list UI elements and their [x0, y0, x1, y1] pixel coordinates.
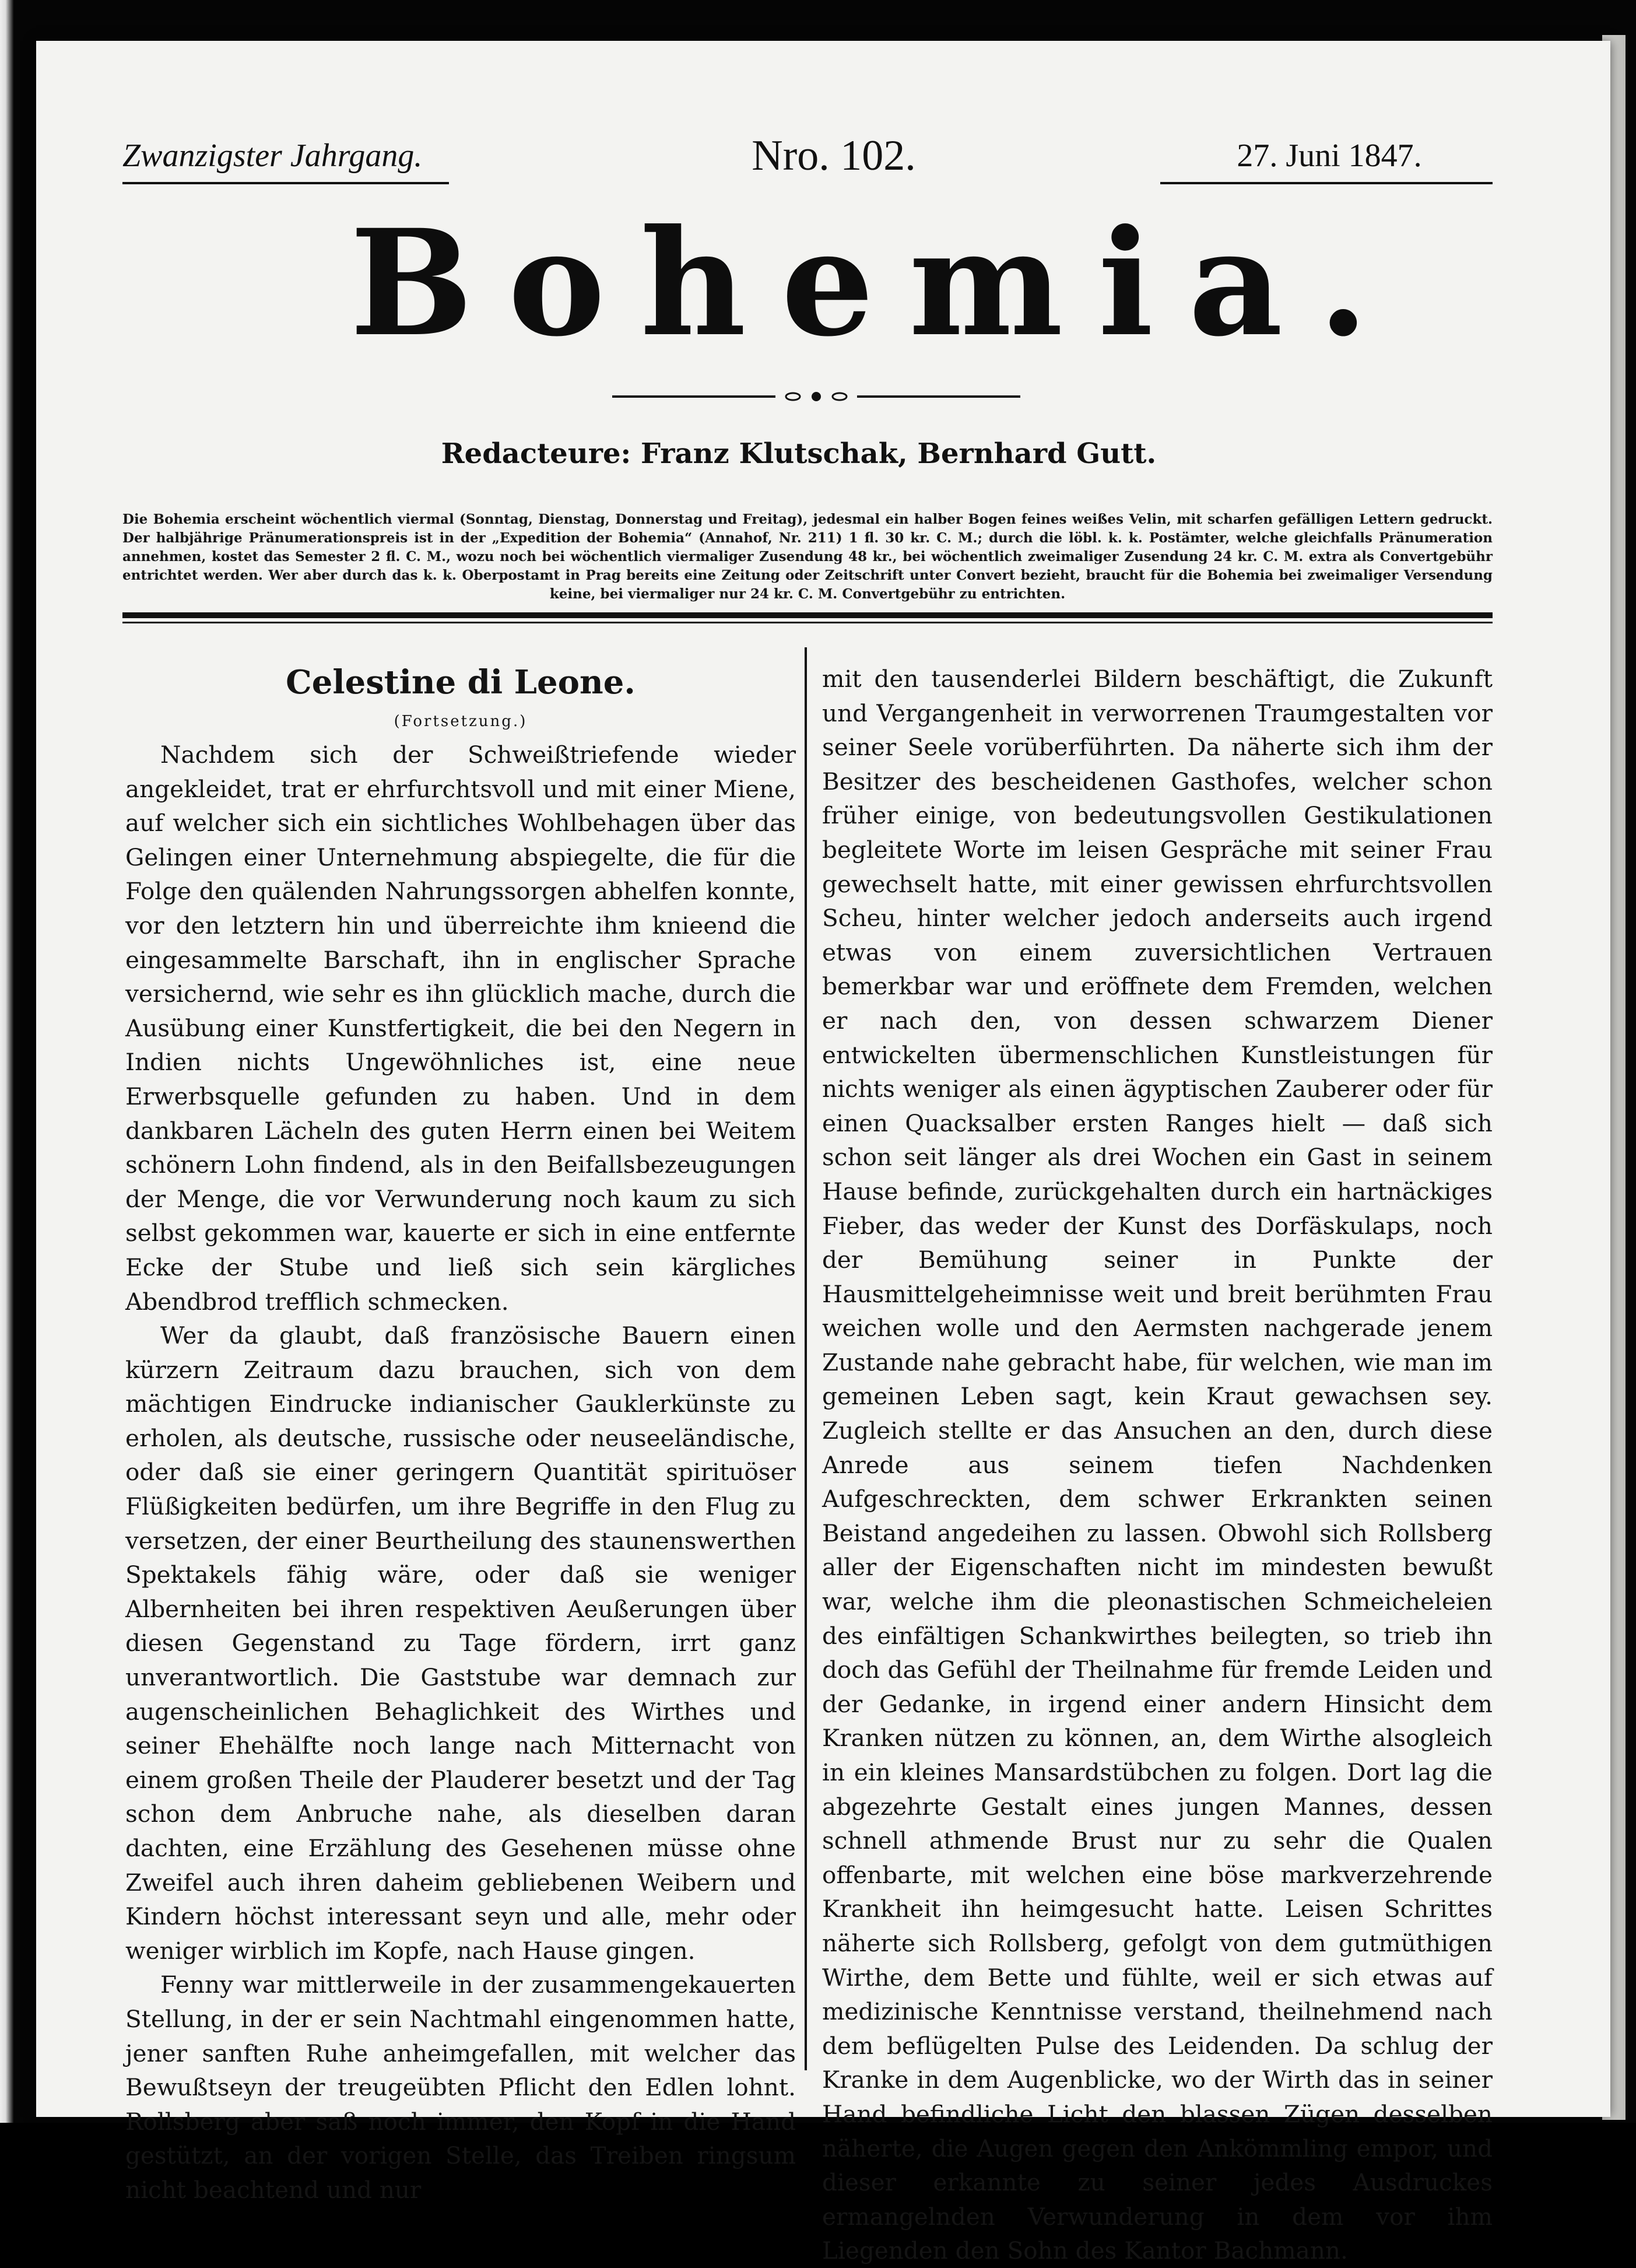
masthead-title: Bohemia.	[350, 197, 1404, 369]
continuation-note: (Fortsetzung.)	[394, 713, 528, 730]
masthead-thin-rule	[122, 622, 1493, 623]
article-title: Celestine di Leone.	[286, 663, 636, 702]
volume-label: Zwanzigster Jahrgang.	[122, 138, 423, 174]
issue-number: Nro. 102.	[752, 132, 916, 180]
ornament-knot-icon	[781, 390, 851, 403]
issue-date: 27. Juni 1847.	[1237, 138, 1422, 174]
ornament-divider	[612, 390, 1020, 404]
ornament-line-left	[612, 395, 775, 398]
header-rule-left	[122, 182, 449, 184]
article-paragraph: mit den tausenderlei Bildern beschäftigt, die Zukunft und Vergangenheit in verworrenen Traumgestalten vor seiner Seele vorüberführten. Da näherte sich ihm der Besitzer des bescheidenen Gasthofes, welcher schon früher einige, von bedeutungsvollen Gestikulationen begleitete Worte im leisen Gespräche mit seiner Frau gewechselt hatte, mit einer gewissen ehrfurchtsvollen Scheu, hinter welcher jedoch anderseits auch irgend etwas von einem zuversichtlichen Vertrauen bemerkbar war und eröffnete dem Fremden, welchen er nach den, von dessen schwarzem Diener entwickelten übermenschlichen Kunstleistungen für nichts weniger als einen ägyptischen Zauberer oder für einen Quacksalber ersten Ranges hielt — daß sich schon seit länger als drei Wochen ein Gast in seinem Hause befinde, zurückgehalten durch ein hartnäckiges Fieber, das weder der Kunst des Dorfäskulaps, noch der Bemühung seiner in Punkte der Hausmittelgeheimnisse weit und breit berühmten Frau weichen wolle und den Aermsten nachgerade jenem Zustande nahe gebracht habe, für welchen, wie man im gemeinen Leben sagt, kein Kraut gewachsen sey. Zugleich stellte er das Ansuchen an den, durch diese Anrede aus seinem tiefen Nachdenken Aufgeschreckten, dem schwer Erkrankten seinen Beistand angedeihen zu lassen. Obwohl sich Rollsberg aller der Eigenschaften nicht im mindesten bewußt war, welche ihm die pleonastischen Schmeicheleien des einfältigen Schankwirthes beilegten, so trieb ihn doch das Gefühl der Theilnahme für fremde Leiden und der Gedanke, in irgend einer andern Hinsicht dem Kranken nützen zu können, an, dem Wirthe alsogleich in ein kleines Mansardstübchen zu folgen. Dort lag die abgezehrte Gestalt eines jungen Mannes, dessen schnell athmende Brust nur zu sehr die Qualen offenbarte, mit welchen eine böse markverzehrende Krankheit ihn heimgesucht hatte. Leisen Schrittes näherte sich Rollsberg, gefolgt von dem gutmüthigen Wirthe, dem Bette und fühlte, weil er sich etwas auf medizinische Kenntnisse verstand, theilnehmend nach dem beflügelten Pulse des Leidenden. Da schlug der Kranke in dem Augenblicke, wo der Wirth das in seiner Hand befindliche Licht den blassen Zügen desselben näherte, die Augen gegen den Ankömmling empor, und dieser erkannte zu seiner jedes Ausdruckes ermangelnden Verwunderung in dem vor ihm Liegenden den Sohn des Kantor Bachmann.	[822, 665, 1493, 2265]
header-rule-right	[1160, 182, 1493, 184]
column-divider	[805, 647, 807, 2070]
editors-line: Redacteure: Franz Klutschak, Bernhard Gutt.	[441, 437, 1157, 470]
column-right	[822, 662, 1493, 2268]
scan-left-margin	[0, 0, 14, 2123]
article-paragraph: Fenny war mittlerweile in der zusammengekauerten Stellung, in der er sein Nachtmahl eingenommen hatte, jener sanften Ruhe anheimgefallen, mit welcher das Bewußtseyn der treugeübten Pflicht den Edlen lohnt. Rollsberg aber saß noch immer, den Kopf in die Hand gestützt, an der vorigen Stelle, das Treiben ringsum nicht beachtend und nur	[125, 1971, 796, 2204]
subscription-notice: Die Bohemia erscheint wöchentlich viermal (Sonntag, Dienstag, Donnerstag und Freitag), jedesmal ein halber Bogen feines weißes Velin, mit scharfen gefälligen Lettern gedruckt. Der halbjährige Pränumerationspreis ist in der „Expedition der Bohemia“ (Annahof, Nr. 211) 1 fl. 30 kr. C. M.; durch die löbl. k. k. Postämter, welche gleichfalls Pränumeration annehmen, kostet das Semester 2 fl. C. M., wozu noch bei wöchentlich viermaliger Zusendung 48 kr., bei wöchentlich zweimaliger Zusendung 24 kr. C. M. extra als Convertgebühr entrichtet werden. Wer aber durch das k. k. Oberpostamt in Prag bereits eine Zeitung oder Zeitschrift unter Convert bezieht, braucht für die Bohemia bei zweimaliger Versendung keine, bei viermaliger nur 24 kr. C. M. Convertgebühr zu entrichten.	[122, 511, 1493, 602]
masthead-thick-rule	[122, 612, 1493, 618]
article-paragraph: Wer da glaubt, daß französische Bauern einen kürzern Zeitraum dazu brauchen, sich von dem mächtigen Eindrucke indianischer Gauklerkünste zu erholen, als deutsche, russische oder neuseeländische, oder daß sie einer geringern Quantität spirituöser Flüßigkeiten bedürfen, um ihre Begriffe in den Flug zu versetzen, der einer Beurtheilung des staunenswerthen Spektakels fähig wäre, oder daß sie weniger Albernheiten bei ihren respektiven Aeußerungen über diesen Gegenstand zu Tage fördern, irrt ganz unverantwortlich. Die Gaststube war demnach zur augenscheinlichen Behaglichkeit des Wirthes und seiner Ehehälfte noch lange nach Mitternacht von einem großen Theile der Plauderer besetzt und der Tag schon dem Anbruche nahe, als dieselben daran dachten, eine Erzählung des Gesehenen müsse ohne Zweifel auch ihren daheim gebliebenen Weibern und Kindern höchst interessant seyn und alle, mehr oder weniger wirblich im Kopfe, nach Hause gingen.	[125, 1321, 796, 1965]
article-paragraph: Nachdem sich der Schweißtriefende wieder angekleidet, trat er ehrfurchtsvoll und mit einer Miene, auf welcher sich ein sichtliches Wohlbehagen über das Gelingen einer Unternehmung abspiegelte, die für die Folge den quälenden Nahrungssorgen abhelfen konnte, vor den letztern hin und überreichte ihm knieend die eingesammelte Barschaft, ihn in englischer Sprache versichernd, wie sehr es ihn glücklich mache, durch die Ausübung einer Kunstfertigkeit, die bei den Negern in Indien nichts Ungewöhnliches ist, eine neue Erwerbsquelle gefunden zu haben. Und in dem dankbaren Lächeln des guten Herrn einen bei Weitem schönern Lohn findend, als in den Beifallsbezeugungen der Menge, die vor Verwunderung noch kaum zu sich selbst gekommen war, kauerte er sich in eine entfernte Ecke der Stube und ließ sich sein kärgliches Abendbrod trefflich schmecken.	[125, 741, 796, 1316]
ornament-line-right	[857, 395, 1020, 398]
column-left	[125, 662, 796, 2207]
